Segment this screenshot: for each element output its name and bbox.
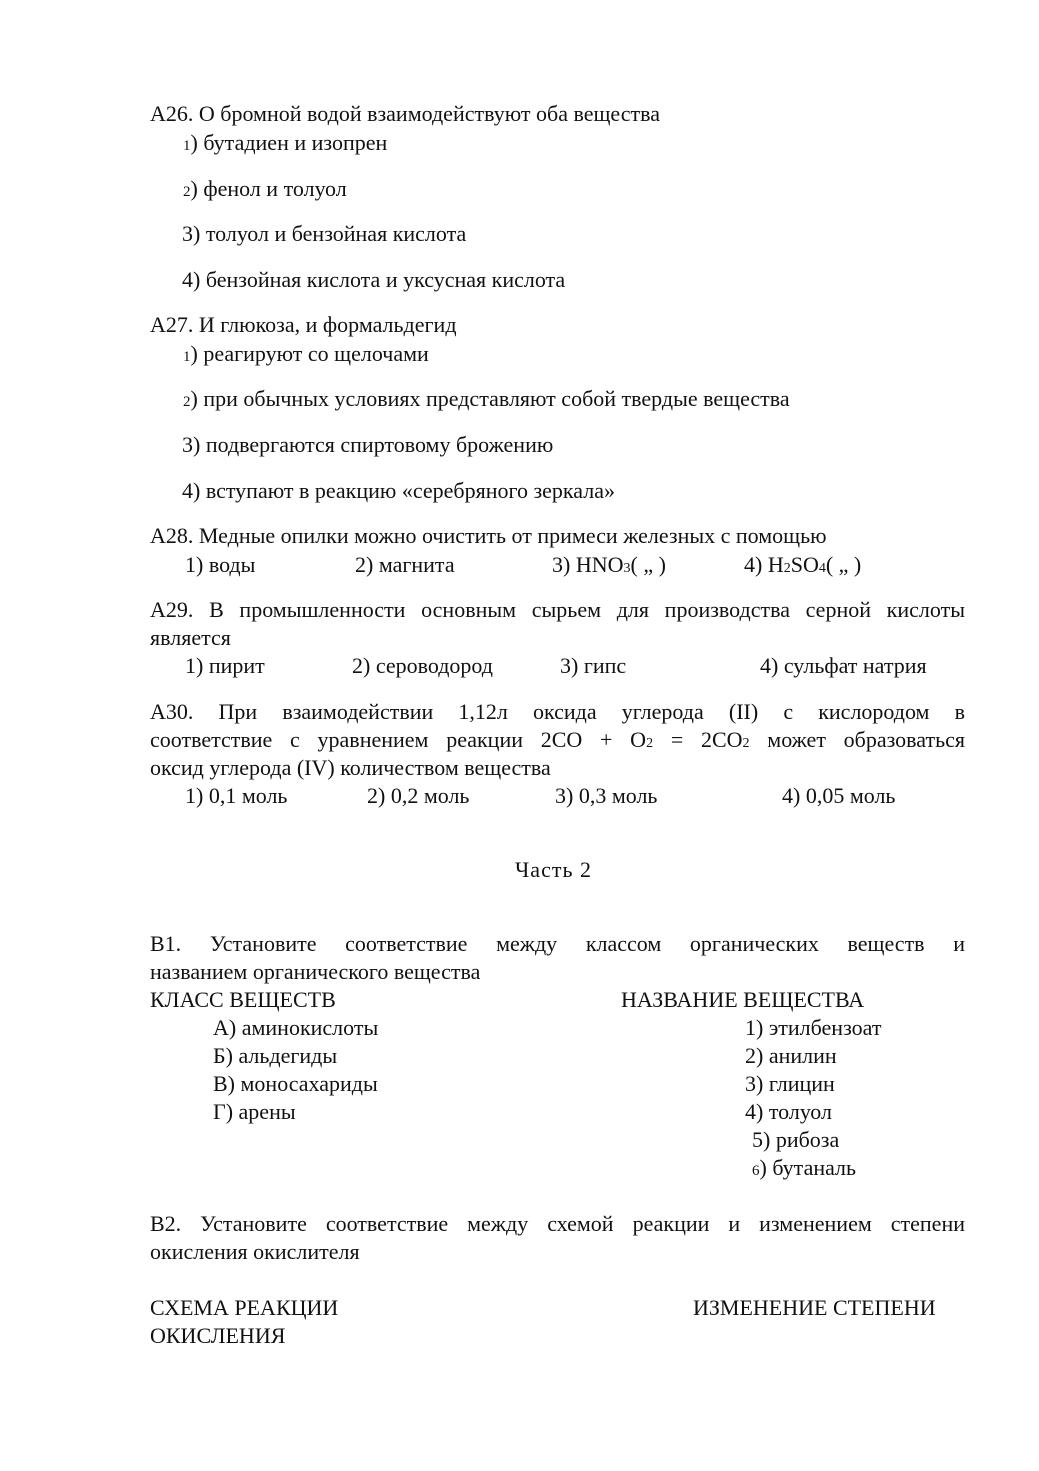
b1-class-a: А) аминокислоты xyxy=(213,1015,379,1040)
b1-name-1: 1) этилбензоат xyxy=(745,1015,882,1040)
a27-option-1: 1) реагируют со щелочами xyxy=(183,341,429,366)
question-b2-line2: окисления окислителя xyxy=(150,1239,360,1264)
a29-option-2: 2) сероводород xyxy=(352,653,493,678)
b1-class-v: В) моносахариды xyxy=(213,1071,378,1096)
b2-left-header: СХЕМА РЕАКЦИИ xyxy=(150,1295,339,1320)
a28-option-4: 4) H2SO4( „ ) xyxy=(744,552,862,577)
question-b2-line1: В2. Установите соответствие между схемой реакции и изменением степени xyxy=(150,1211,965,1236)
a30-option-3: 3) 0,3 моль xyxy=(555,783,658,808)
a26-option-4: 4) бензойная кислота и уксусная кислота xyxy=(182,267,566,292)
a27-option-2: 2) при обычных условиях представляют собой твердые вещества xyxy=(183,386,790,411)
b2-right-header: ИЗМЕНЕНИЕ СТЕПЕНИ xyxy=(693,1295,936,1320)
a28-option-2: 2) магнита xyxy=(355,552,455,577)
a30-option-2: 2) 0,2 моль xyxy=(367,783,470,808)
question-a28-stem: А28. Медные опилки можно очистить от примеси железных с помощью xyxy=(150,523,827,548)
a26-option-2: 2) фенол и толуол xyxy=(183,176,347,201)
a29-option-3: 3) гипс xyxy=(560,653,627,678)
a27-option-3: 3) подвергаются спиртовому брожению xyxy=(182,432,554,457)
question-a29-stem-line2: является xyxy=(150,625,231,650)
question-b1-line1: В1. Установите соответствие между классом органических веществ и xyxy=(150,931,965,956)
question-a30-line3: оксид углерода (IV) количеством вещества xyxy=(150,755,551,780)
b1-name-5: 5) рибоза xyxy=(752,1127,840,1152)
b1-left-header: КЛАСС ВЕЩЕСТВ xyxy=(150,987,336,1012)
b2-header-continuation: ОКИСЛЕНИЯ xyxy=(150,1323,286,1348)
b1-name-2: 2) анилин xyxy=(745,1043,837,1068)
b1-class-g: Г) арены xyxy=(213,1099,296,1124)
question-a30-line1: А30. При взаимодействии 1,12л оксида углерода (II) с кислородом в xyxy=(150,699,965,724)
a30-option-4: 4) 0,05 моль xyxy=(782,783,896,808)
a29-option-4: 4) сульфат натрия xyxy=(760,653,927,678)
a28-option-3: 3) HNO3( „ ) xyxy=(552,552,666,577)
b1-right-header: НАЗВАНИЕ ВЕЩЕСТВА xyxy=(621,987,865,1012)
a27-option-4: 4) вступают в реакцию «серебряного зеркала» xyxy=(182,478,615,503)
a30-option-1: 1) 0,1 моль xyxy=(185,783,288,808)
part-2-heading: Часть 2 xyxy=(515,857,592,882)
b1-name-4: 4) толуол xyxy=(745,1099,832,1124)
a28-option-1: 1) воды xyxy=(185,552,256,577)
question-a29-stem-line1: А29. В промышленности основным сырьем для производства серной кислоты xyxy=(150,597,965,622)
question-a27-stem: А27. И глюкоза, и формальдегид xyxy=(150,312,457,337)
b1-class-b: Б) альдегиды xyxy=(213,1043,338,1068)
a26-option-1: 1) бутадиен и изопрен xyxy=(183,130,388,155)
b1-name-6: 6) бутаналь xyxy=(752,1155,857,1180)
question-a26-stem: А26. О бромной водой взаимодействуют оба вещества xyxy=(150,101,660,126)
question-a30-line2: соответствие с уравнением реакции 2CO + O2 = 2CO2 может образоваться xyxy=(150,727,966,752)
question-b1-line2: названием органического вещества xyxy=(150,959,481,984)
a26-option-3: 3) толуол и бензойная кислота xyxy=(182,221,467,246)
b1-name-3: 3) глицин xyxy=(745,1071,835,1096)
a29-option-1: 1) пирит xyxy=(185,653,265,678)
